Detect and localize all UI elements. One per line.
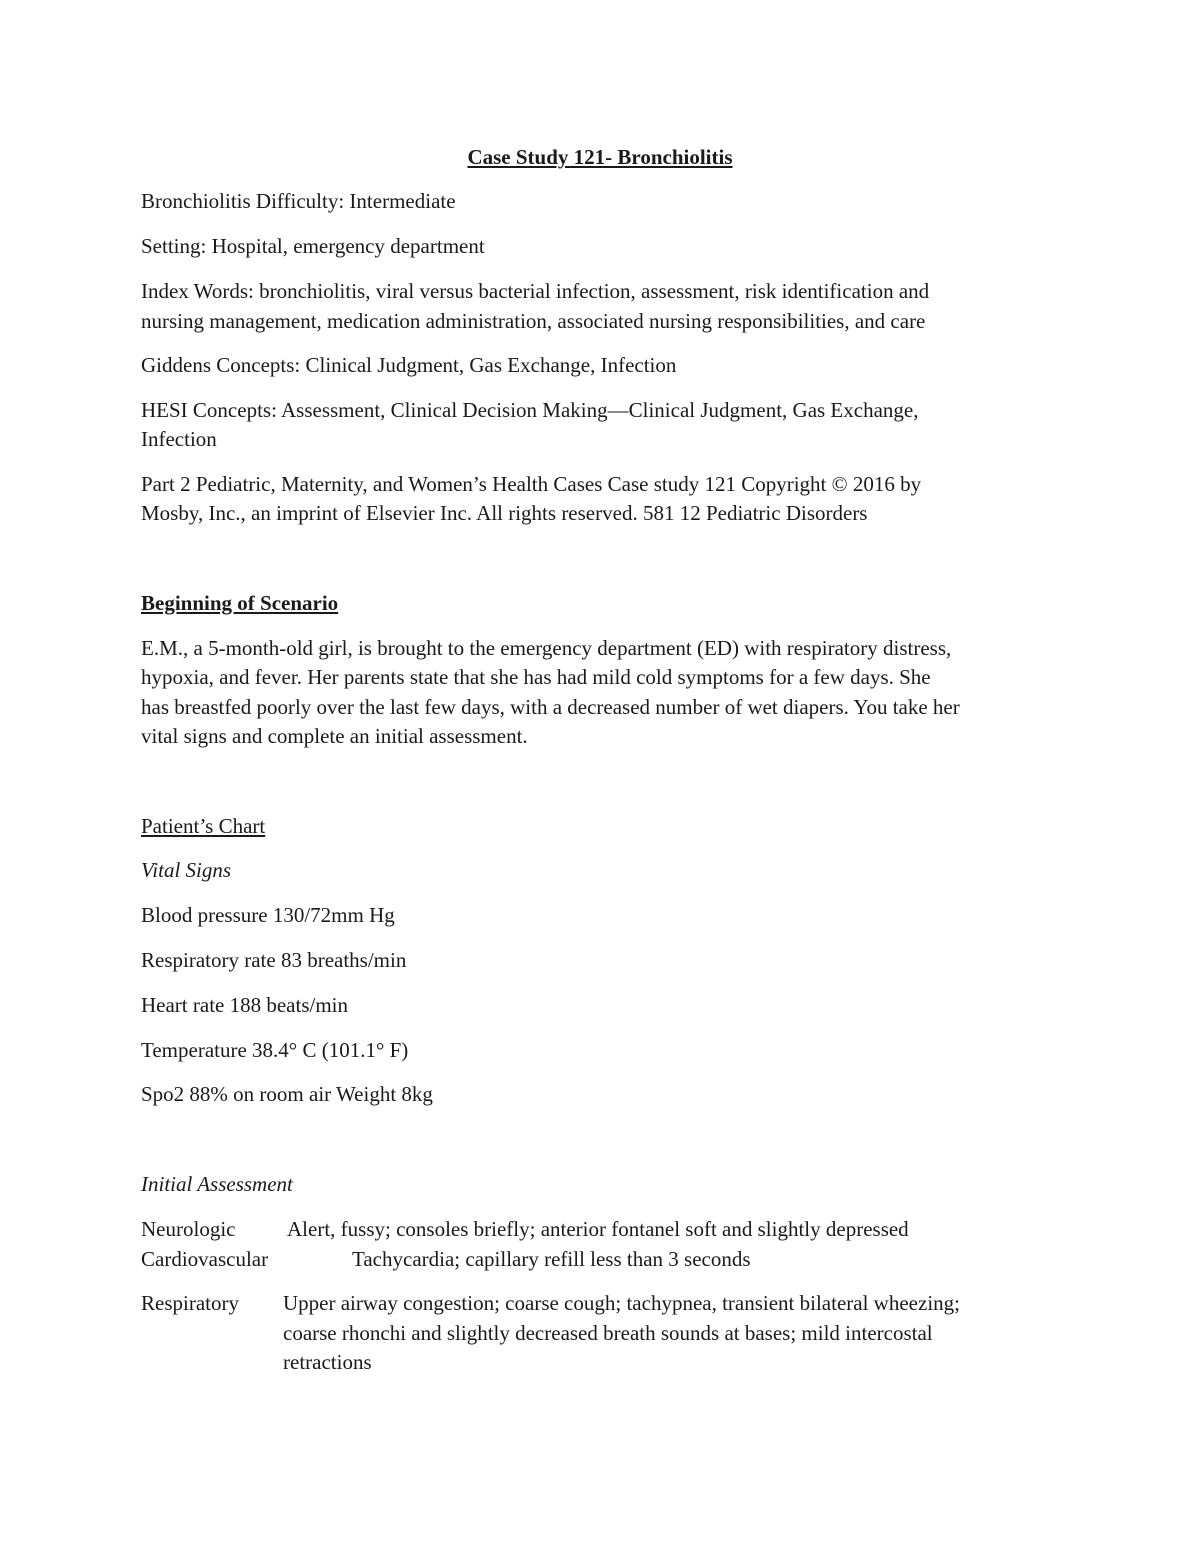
giddens-line: Giddens Concepts: Clinical Judgment, Gas Exchange, Infection [141, 353, 677, 377]
vital-sign-item: Spo2 88% on room air Weight 8kg [141, 1082, 433, 1106]
setting-line: Setting: Hospital, emergency department [141, 234, 485, 258]
vitals-heading: Vital Signs [141, 858, 232, 882]
vital-sign-item: Heart rate 188 beats/min [141, 993, 349, 1017]
index-words-line-2: nursing management, medication administration, associated nursing responsibilities, and care [141, 309, 926, 333]
page-title: Case Study 121- Bronchiolitis [467, 145, 733, 169]
chart-heading: Patient’s Chart [141, 814, 266, 838]
resp-text-line: coarse rhonchi and slightly decreased breath sounds at bases; mild intercostal [283, 1321, 933, 1345]
cardio-text: Tachycardia; capillary refill less than 3 seconds [352, 1247, 751, 1271]
hesi-line-2: Infection [141, 427, 217, 451]
vital-sign-item: Temperature 38.4° C (101.1° F) [141, 1038, 409, 1062]
scenario-line: hypoxia, and fever. Her parents state that she has had mild cold symptoms for a few days. She [141, 665, 931, 689]
scenario-line: E.M., a 5-month-old girl, is brought to the emergency department (ED) with respiratory distress, [141, 636, 952, 660]
source-line-2: Mosby, Inc., an imprint of Elsevier Inc. All rights reserved. 581 12 Pediatric Disorders [141, 501, 868, 525]
difficulty-line: Bronchiolitis Difficulty: Intermediate [141, 189, 456, 213]
hesi-line-1: HESI Concepts: Assessment, Clinical Decision Making—Clinical Judgment, Gas Exchange, [141, 398, 919, 422]
vital-sign-item: Blood pressure 130/72mm Hg [141, 903, 395, 927]
scenario-line: has breastfed poorly over the last few days, with a decreased number of wet diapers. You take her [141, 695, 960, 719]
assessment-heading: Initial Assessment [141, 1172, 293, 1196]
scenario-heading: Beginning of Scenario [141, 591, 339, 615]
source-line-1: Part 2 Pediatric, Maternity, and Women’s Health Cases Case study 121 Copyright © 2016 by [141, 472, 922, 496]
scenario-line: vital signs and complete an initial assessment. [141, 724, 528, 748]
cardio-label: Cardiovascular [141, 1247, 269, 1271]
index-words-line-1: Index Words: bronchiolitis, viral versus bacterial infection, assessment, risk identification and [141, 279, 930, 303]
resp-text-line: retractions [283, 1350, 372, 1374]
vital-sign-item: Respiratory rate 83 breaths/min [141, 948, 407, 972]
resp-label: Respiratory [141, 1291, 239, 1315]
resp-text-line: Upper airway congestion; coarse cough; tachypnea, transient bilateral wheezing; [283, 1291, 960, 1315]
neuro-label: Neurologic [141, 1217, 236, 1241]
neuro-text: Alert, fussy; consoles briefly; anterior fontanel soft and slightly depressed [287, 1217, 909, 1241]
